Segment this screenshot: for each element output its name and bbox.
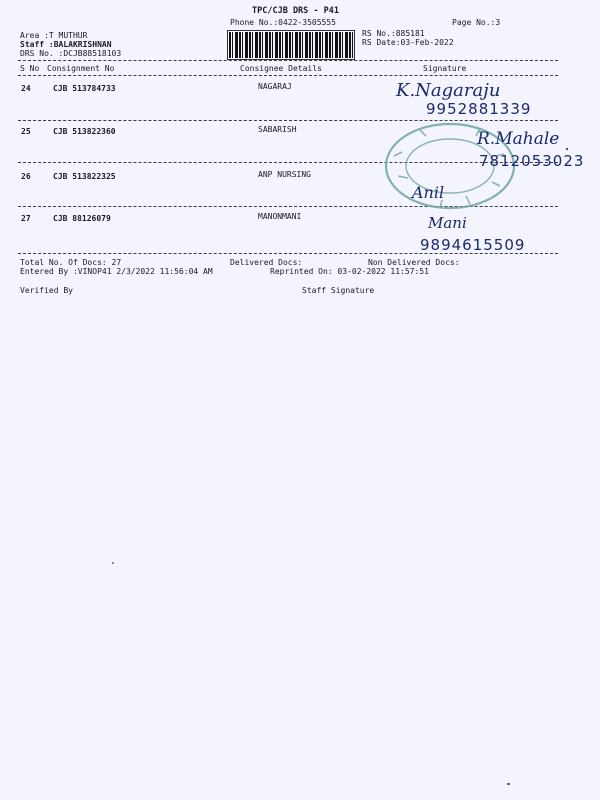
- signature-text: Anil: [412, 183, 445, 202]
- row-number: 26: [21, 172, 31, 181]
- staff-signature: Staff Signature: [302, 286, 375, 295]
- reprinted-on: Reprinted On: 03-02-2022 11:57:51: [270, 267, 429, 276]
- area-label: Area :T MUTHUR: [20, 31, 88, 40]
- col-consignee: Consignee Details: [240, 64, 322, 73]
- staff-field: [20, 40, 112, 49]
- col-sno: S No: [20, 64, 40, 73]
- consignee-name: MANONMANI: [258, 212, 302, 221]
- staff-label: Staff :: [20, 40, 54, 49]
- signature-phone: 7812053023: [479, 152, 585, 170]
- scan-speck: [112, 562, 114, 564]
- col-signature: Signature: [423, 64, 467, 73]
- consignment-number: CJB 88126079: [53, 214, 111, 223]
- barcode: [229, 32, 353, 58]
- delivered-docs: Delivered Docs:: [230, 258, 303, 267]
- signature-row-25: [475, 124, 595, 174]
- row-number: 24: [21, 84, 31, 93]
- signature-row-24: [390, 76, 560, 120]
- non-delivered-docs: Non Delivered Docs:: [368, 258, 460, 267]
- col-consignment: Consignment No: [47, 64, 115, 73]
- row-number: 27: [21, 214, 31, 223]
- consignment-number: CJB 513784733: [53, 84, 116, 93]
- scan-speck: [566, 148, 568, 150]
- rs-number: RS No.:885181: [362, 29, 425, 38]
- rs-date: RS Date:03-Feb-2022: [362, 38, 454, 47]
- staff-name: BALAKRISHNAN: [53, 40, 112, 49]
- total-docs: Total No. Of Docs: 27: [20, 258, 122, 267]
- signature-text: R.Mahale: [477, 129, 560, 149]
- drs-number: DRS No. :DCJB88518103: [20, 49, 122, 58]
- doc-title: TPC/CJB DRS - P41: [252, 6, 339, 16]
- row-number: 25: [21, 127, 31, 136]
- consignee-name: SABARISH: [258, 125, 297, 134]
- entered-by: Entered By :VINOP41 2/3/2022 11:56:04 AM: [20, 267, 213, 276]
- consignment-number: CJB 513822360: [53, 127, 116, 136]
- signature-row-26: [408, 176, 468, 208]
- phone-number: Phone No.:0422-3505555: [230, 18, 336, 27]
- divider: [18, 60, 558, 61]
- signature-phone: 9952881339: [426, 100, 532, 118]
- consignment-number: CJB 513822325: [53, 172, 116, 181]
- scan-speck: [507, 783, 510, 785]
- page-number: Page No.:3: [452, 18, 501, 27]
- signature-phone: 9894615509: [420, 236, 526, 254]
- consignee-name: NAGARAJ: [258, 82, 292, 91]
- verified-by: Verified By: [20, 286, 73, 295]
- signature-text: K.Nagaraju: [396, 80, 501, 101]
- signature-row-27: [418, 212, 578, 256]
- consignee-name: ANP NURSING: [258, 170, 311, 179]
- signature-text: Mani: [428, 214, 467, 232]
